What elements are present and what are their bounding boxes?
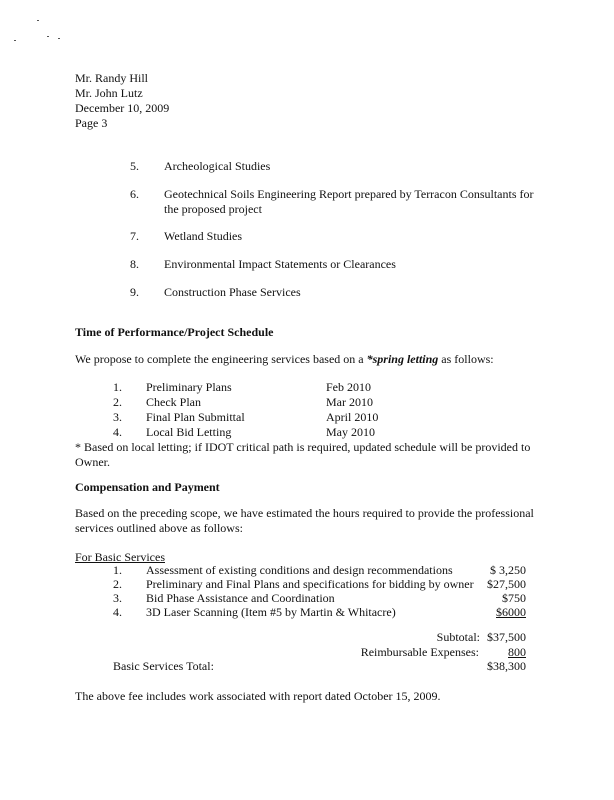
recipient-2: Mr. John Lutz	[75, 86, 143, 100]
basic-services-heading: For Basic Services	[75, 550, 165, 564]
scan-speck	[47, 36, 49, 37]
fee-number: 3.	[113, 591, 122, 605]
recipient-1: Mr. Randy Hill	[75, 71, 149, 85]
fee-number: 2.	[113, 577, 122, 591]
schedule-task: Local Bid Letting	[146, 425, 232, 439]
total-label: Basic Services Total:	[113, 659, 214, 673]
letter-date: December 10, 2009	[75, 101, 170, 115]
fee-amount: $ 3,250	[490, 563, 526, 577]
fee-amount: $27,500	[487, 577, 526, 591]
scan-speck	[14, 40, 16, 41]
schedule-number: 1.	[113, 380, 122, 394]
item-number: 6.	[130, 187, 139, 201]
fee-amount: $750	[502, 591, 526, 605]
fee-description: Preliminary and Final Plans and specifications for bidding by owner	[146, 577, 474, 591]
schedule-date: Feb 2010	[326, 380, 371, 394]
item-text: Wetland Studies	[164, 229, 243, 243]
scan-speck	[37, 20, 39, 21]
schedule-heading: Time of Performance/Project Schedule	[75, 325, 274, 339]
schedule-number: 4.	[113, 425, 122, 439]
item-text: Environmental Impact Statements or Clearances	[164, 257, 396, 271]
schedule-note-cont: Owner.	[75, 455, 110, 469]
fee-number: 4.	[113, 605, 122, 619]
item-text: Archeological Studies	[164, 159, 271, 173]
fee-description: 3D Laser Scanning (Item #5 by Martin & Whitacre)	[146, 605, 396, 619]
schedule-date: May 2010	[326, 425, 375, 439]
schedule-task: Final Plan Submittal	[146, 410, 245, 424]
item-text-cont: the proposed project	[164, 202, 262, 216]
compensation-heading: Compensation and Payment	[75, 480, 220, 494]
schedule-note: * Based on local letting; if IDOT critical path is required, updated schedule will be provided to	[75, 440, 531, 454]
item-text: Construction Phase Services	[164, 285, 301, 299]
fee-number: 1.	[113, 563, 122, 577]
reimbursable-amount: 800	[508, 645, 526, 659]
schedule-date: Mar 2010	[326, 395, 373, 409]
subtotal-label: Subtotal:	[436, 630, 480, 644]
intro-text: We propose to complete the engineering services based on a	[75, 352, 367, 366]
schedule-date: April 2010	[326, 410, 379, 424]
item-number: 5.	[130, 159, 139, 173]
item-text: Geotechnical Soils Engineering Report prepared by Terracon Consultants for	[164, 187, 534, 201]
page-number: Page 3	[75, 116, 108, 130]
fee-description: Bid Phase Assistance and Coordination	[146, 591, 335, 605]
schedule-number: 3.	[113, 410, 122, 424]
item-number: 9.	[130, 285, 139, 299]
fee-amount: $6000	[496, 605, 526, 619]
total-amount: $38,300	[487, 659, 526, 673]
item-number: 8.	[130, 257, 139, 271]
fee-footer-note: The above fee includes work associated with report dated October 15, 2009.	[75, 689, 441, 703]
reimbursable-label: Reimbursable Expenses:	[360, 645, 479, 659]
schedule-task: Preliminary Plans	[146, 380, 232, 394]
scan-speck	[58, 38, 60, 39]
intro-emphasis: *spring letting	[366, 352, 439, 366]
schedule-number: 2.	[113, 395, 122, 409]
subtotal-amount: $37,500	[487, 630, 526, 644]
item-number: 7.	[130, 229, 139, 243]
compensation-intro: Based on the preceding scope, we have estimated the hours required to provide the professional	[75, 506, 534, 520]
compensation-intro-cont: services outlined above as follows:	[75, 521, 243, 535]
schedule-task: Check Plan	[146, 395, 201, 409]
schedule-intro	[75, 352, 494, 366]
intro-text: as follows:	[438, 352, 494, 366]
fee-description: Assessment of existing conditions and design recommendations	[146, 563, 453, 577]
